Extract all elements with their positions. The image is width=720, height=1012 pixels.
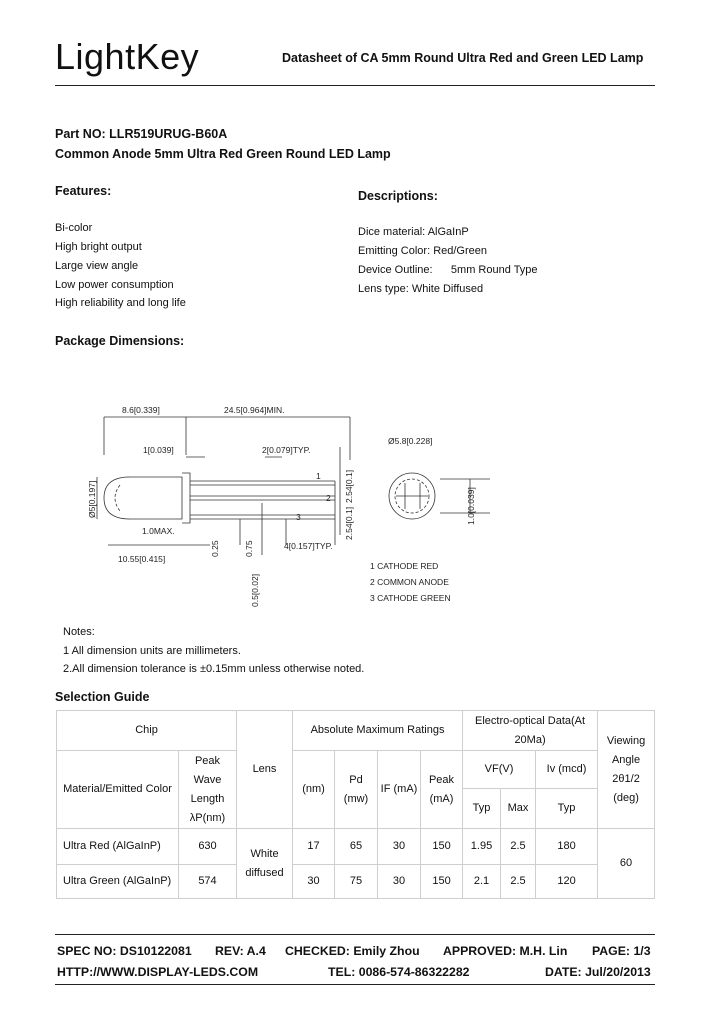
lens-cell: White diffused <box>237 829 293 899</box>
pin-legend-item: 3 CATHODE GREEN <box>370 593 451 603</box>
document-date: DATE: Jul/20/2013 <box>545 965 651 979</box>
header-chip: Chip <box>57 711 237 751</box>
iv-typ-cell: 180 <box>536 829 598 865</box>
header-vf-typ: Typ <box>463 789 501 829</box>
footer-bottom-divider <box>55 984 655 985</box>
vf-typ-cell: 2.1 <box>463 865 501 899</box>
feature-item: Large view angle <box>55 260 139 272</box>
website-link[interactable]: HTTP://WWW.DISPLAY-LEDS.COM <box>57 965 259 979</box>
dim-label: 1.0MAX. <box>142 526 175 536</box>
header-vf: VF(V) <box>463 751 536 789</box>
dim-label: 2[0.079]TYP. <box>262 445 311 455</box>
description-item: Dice material: AlGaInP <box>358 226 469 238</box>
peak-cell: 150 <box>421 865 463 899</box>
dim-label: 24.5[0.964]MIN. <box>224 405 285 415</box>
vf-typ-cell: 1.95 <box>463 829 501 865</box>
nm-cell: 17 <box>293 829 335 865</box>
feature-item: Low power consumption <box>55 279 174 291</box>
dim-label: 2.54[0.1] <box>344 506 354 540</box>
page-number: PAGE: 1/3 <box>592 944 651 958</box>
description-item: Emitting Color: Red/Green <box>358 245 487 257</box>
spec-number: SPEC NO: DS10122081 <box>57 944 192 958</box>
dim-label: 2.54[0.1] <box>344 469 354 503</box>
approved-by: APPROVED: M.H. Lin <box>443 944 568 958</box>
pin-legend-item: 2 COMMON ANODE <box>370 577 449 587</box>
wave-cell: 574 <box>179 865 237 899</box>
feature-item: High bright output <box>55 241 142 253</box>
if-cell: 30 <box>378 865 421 899</box>
dim-label: 8.6[0.339] <box>122 405 160 415</box>
header-iv-typ: Typ <box>536 789 598 829</box>
dim-label: Ø5[0.197] <box>87 480 97 518</box>
dim-label: 0.25 <box>210 540 220 557</box>
revision: REV: A.4 <box>215 944 266 958</box>
description-item: Device Outline: 5mm Round Type <box>358 264 538 276</box>
header-absolute-maximum: Absolute Maximum Ratings <box>293 711 463 751</box>
header-divider <box>55 85 655 86</box>
header-nm: (nm) <box>293 751 335 829</box>
header-material: Material/Emitted Color <box>57 751 179 829</box>
led-dome-hidden <box>115 485 120 511</box>
footer-divider <box>55 934 655 935</box>
header-vf-max: Max <box>501 789 536 829</box>
feature-item: Bi-color <box>55 222 93 234</box>
pin-legend-item: 1 CATHODE RED <box>370 561 439 571</box>
header-electro-optical: Electro-optical Data(At 20Ma) <box>463 711 598 751</box>
dim-label: 1.0[0.039] <box>466 487 476 525</box>
brand-logo: LightKey <box>55 36 200 77</box>
header-iv: Iv (mcd) <box>536 751 598 789</box>
if-cell: 30 <box>378 829 421 865</box>
led-lens-outline <box>104 477 182 519</box>
vf-max-cell: 2.5 <box>501 865 536 899</box>
header-if: IF (mA) <box>378 751 421 829</box>
dim-label: 0.75 <box>244 540 254 557</box>
chip-cell: Ultra Green (AlGaInP) <box>57 865 179 899</box>
header-lens: Lens <box>237 711 293 829</box>
pd-cell: 65 <box>335 829 378 865</box>
dim-label: 0.5[0.02] <box>250 573 260 607</box>
pin-label: 1 <box>316 471 321 481</box>
datasheet-title: Datasheet of CA 5mm Round Ultra Red and Green LED Lamp <box>282 51 644 65</box>
header-pd: Pd (mw) <box>335 751 378 829</box>
package-heading: Package Dimensions: <box>55 334 185 348</box>
features-heading: Features: <box>55 184 112 198</box>
pd-cell: 75 <box>335 865 378 899</box>
peak-cell: 150 <box>421 829 463 865</box>
checked-by: CHECKED: Emily Zhou <box>285 944 420 958</box>
header-viewing-angle: Viewing Angle 2θ1/2 (deg) <box>598 711 655 829</box>
dim-label: Ø5.8[0.228] <box>388 436 433 446</box>
vf-max-cell: 2.5 <box>501 829 536 865</box>
notes-heading: Notes: <box>63 626 95 638</box>
descriptions-heading: Descriptions: <box>358 189 438 203</box>
pin-label: 3 <box>296 512 301 522</box>
iv-typ-cell: 120 <box>536 865 598 899</box>
part-description: Common Anode 5mm Ultra Red Green Round LED Lamp <box>55 147 391 161</box>
selection-heading: Selection Guide <box>55 690 150 704</box>
dim-label: 4[0.157]TYP. <box>284 541 333 551</box>
chip-cell: Ultra Red (AlGaInP) <box>57 829 179 865</box>
led-flange <box>182 473 190 523</box>
package-drawing <box>0 395 720 615</box>
selection-table <box>56 710 655 899</box>
telephone: TEL: 0086-574-86322282 <box>328 965 470 979</box>
description-item: Lens type: White Diffused <box>358 283 484 295</box>
feature-item: High reliability and long life <box>55 297 186 309</box>
wave-cell: 630 <box>179 829 237 865</box>
header-peak: Peak (mA) <box>421 751 463 829</box>
header-peak-wave: Peak Wave Length λP(nm) <box>179 751 237 829</box>
note-item: 2.All dimension tolerance is ±0.15mm unless otherwise noted. <box>63 663 365 675</box>
pin-label: 2 <box>326 493 331 503</box>
part-number: Part NO: LLR519URUG-B60A <box>55 127 228 141</box>
dim-label: 1[0.039] <box>143 445 174 455</box>
viewing-cell: 60 <box>598 829 655 899</box>
dim-label: 10.55[0.415] <box>118 554 166 564</box>
nm-cell: 30 <box>293 865 335 899</box>
note-item: 1 All dimension units are millimeters. <box>63 645 241 657</box>
